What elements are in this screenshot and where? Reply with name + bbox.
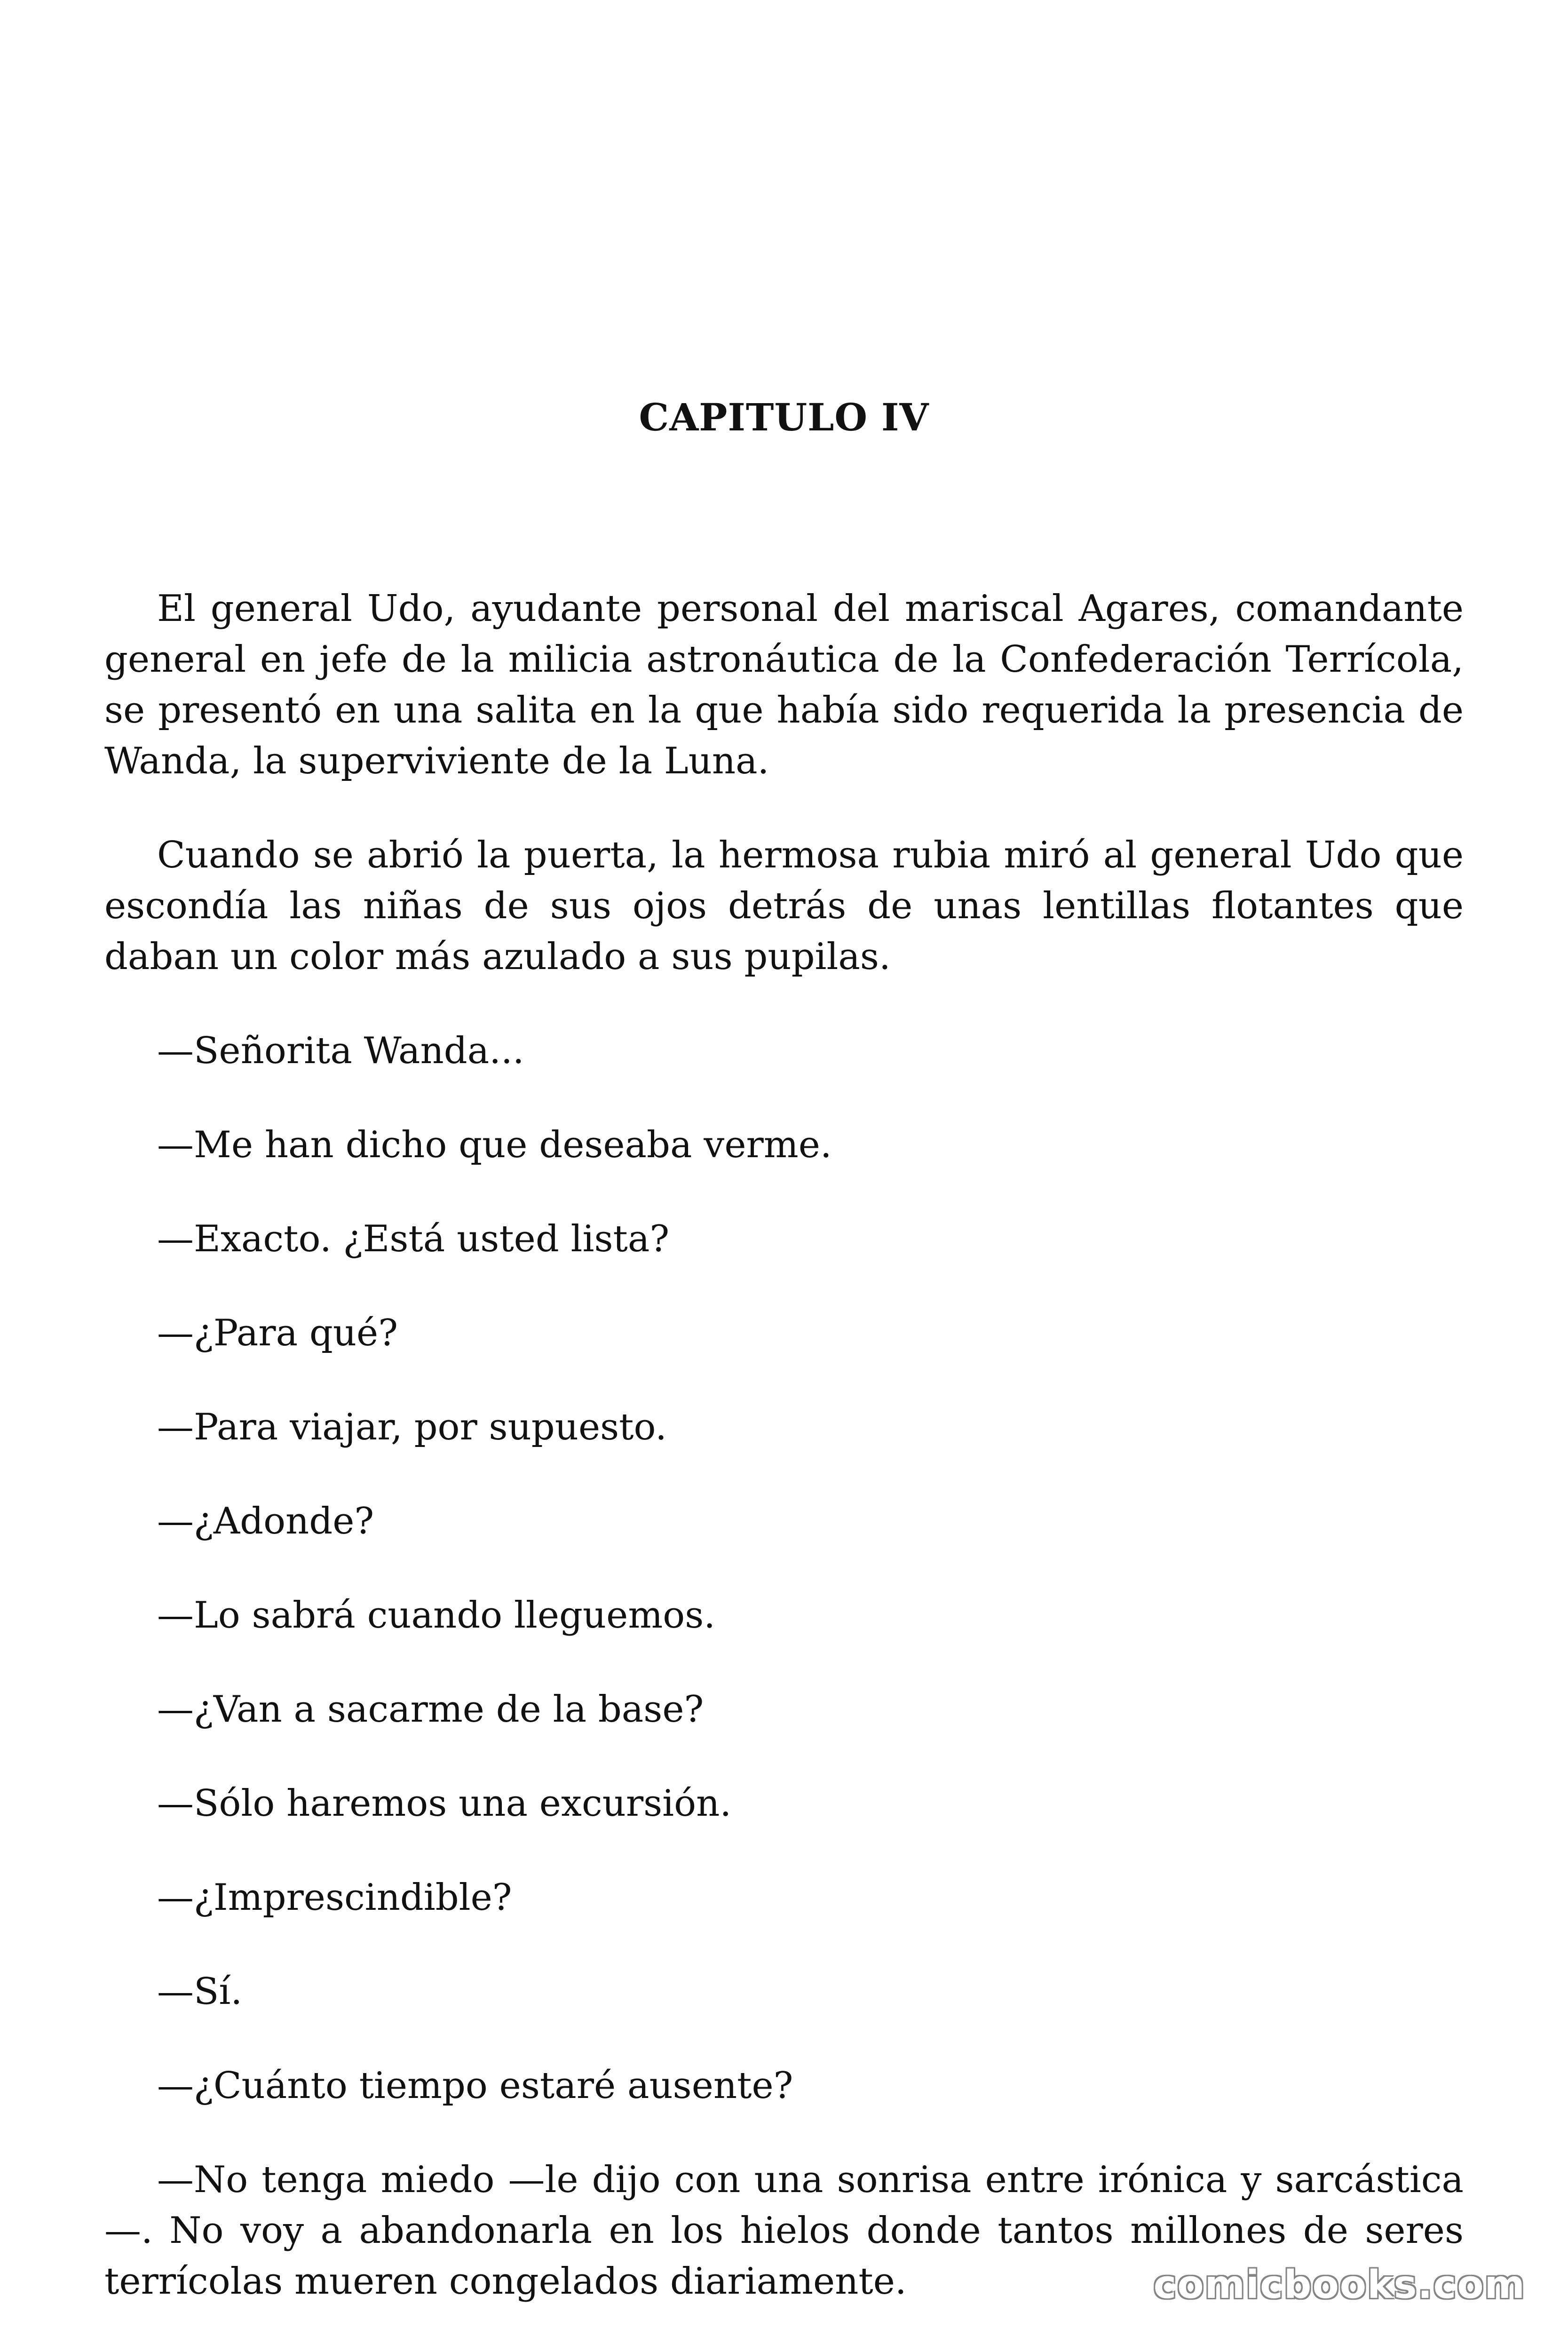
dialogue-line: —Sólo haremos una excursión. <box>157 1782 732 1825</box>
book-page <box>104 0 1464 2352</box>
dialogue-line: —¿Adonde? <box>157 1500 374 1542</box>
chapter-body <box>104 583 1464 2350</box>
dialogue-line: —¿Van a sacarme de la base? <box>157 1688 704 1731</box>
dialogue-line: —¿Imprescindible? <box>157 1876 512 1919</box>
dialogue-line: —Para viajar, por supuesto. <box>157 1406 667 1448</box>
dialogue-line: —Señorita Wanda... <box>157 1030 524 1072</box>
dialogue-line: —Sí. <box>157 1971 243 2013</box>
dialogue-line: —Exacto. ¿Está usted lista? <box>157 1218 670 1260</box>
dialogue-line: —¿Cuánto tiempo estaré ausente? <box>157 2065 793 2107</box>
watermark-logo: comicbooks.com <box>1153 2263 1526 2307</box>
dialogue-line: —No tenga miedo —le dijo con una sonrisa entre irónica y sarcástica—. No voy a abandonarla en los hielos donde tantos millones de seres terrícolas mueren congelados diariamente. <box>104 2159 1464 2303</box>
paragraph-description: Cuando se abrió la puerta, la hermosa rubia miró al general Udo que escondía las niñas de sus ojos detrás de unas lentillas flotantes que daban un color más azulado a sus pupilas. <box>104 834 1464 978</box>
dialogue-line: —Me han dicho que deseaba verme. <box>157 1124 832 1166</box>
dialogue-line: —¿Para qué? <box>157 1312 398 1354</box>
chapter-title: CAPITULO IV <box>639 395 929 439</box>
dialogue-line: —Lo sabrá cuando lleguemos. <box>157 1594 716 1637</box>
paragraph-intro: El general Udo, ayudante personal del mariscal Agares, comandante general en jefe de la milicia astronáutica de la Confederación Terrícola, se presentó en una salita en la que había sido requerida la presencia de Wanda, la superviviente de la Luna. <box>104 588 1464 782</box>
